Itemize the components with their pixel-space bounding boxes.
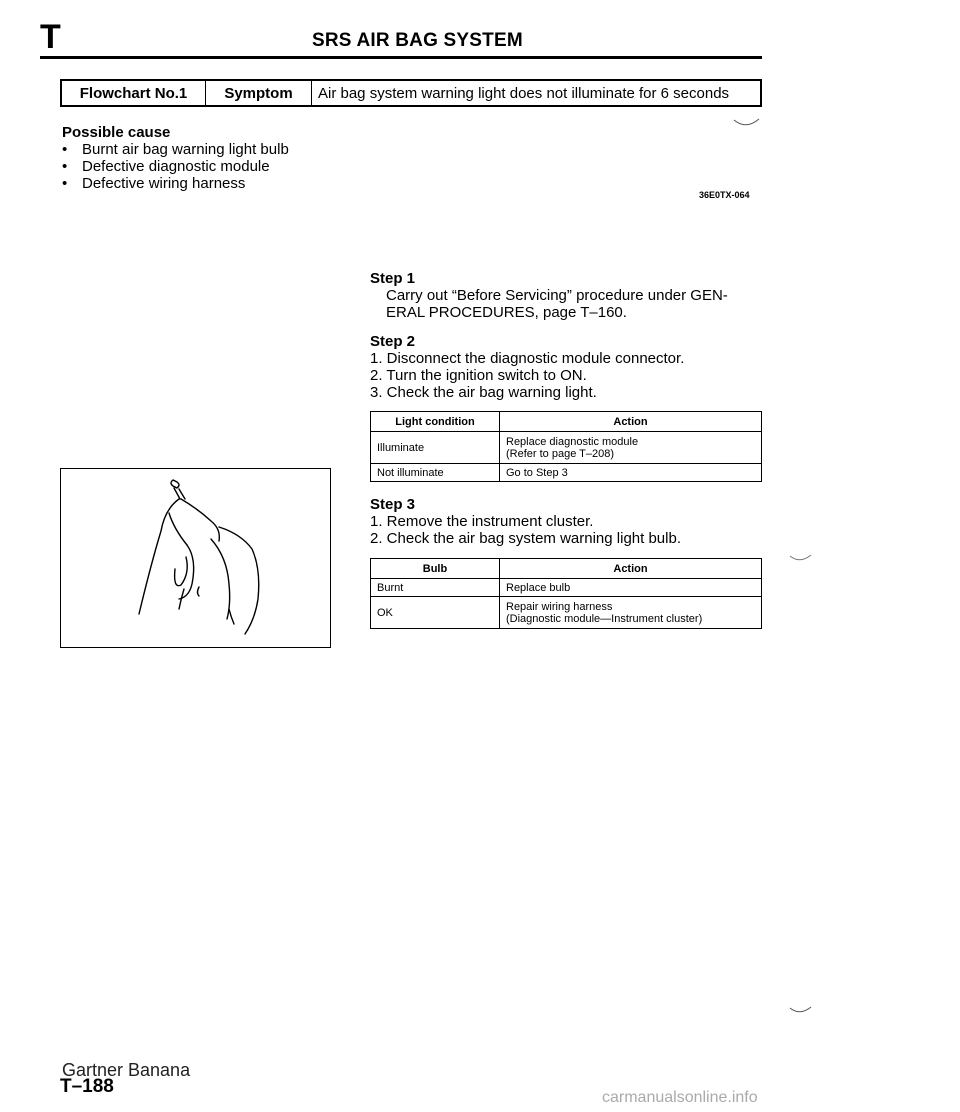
table-cell-line: (Refer to page T–208) [506, 447, 615, 460]
site-watermark: carmanualsonline.info [602, 1089, 758, 1106]
header-rule [40, 56, 762, 59]
table-cell-line: Repair wiring harness [506, 600, 613, 613]
table-row [371, 432, 762, 464]
symptom-text: Air bag system warning light does not illuminate for 6 seconds [318, 84, 730, 102]
table-cell: Replace bulb [500, 579, 762, 597]
margin-mark [788, 552, 814, 566]
table-cell: Burnt [371, 579, 500, 597]
step-3-item: 1. Remove the instrument cluster. [370, 513, 594, 530]
page-number: T–188 [60, 1076, 114, 1097]
margin-mark [788, 1004, 814, 1018]
table-cell [500, 432, 762, 464]
step-2-item: 1. Disconnect the diagnostic module connector. [370, 350, 685, 367]
step-2-item: 2. Turn the ignition switch to ON. [370, 367, 587, 384]
list-item: • Burnt air bag warning light bulb [62, 141, 289, 158]
flowchart-number: Flowchart No.1 [62, 81, 206, 105]
step-1-line-1: Carry out “Before Servicing” procedure under GEN- [386, 287, 728, 304]
step-2-title: Step 2 [370, 333, 416, 350]
bulb-table [370, 558, 762, 629]
table-row [371, 579, 762, 597]
figure-illustration [60, 468, 331, 648]
margin-mark [732, 116, 762, 130]
table-cell-line: Replace diagnostic module [506, 435, 639, 448]
table-cell: Illuminate [371, 432, 500, 464]
table-header: Action [500, 412, 762, 432]
table-cell: OK [371, 597, 500, 629]
step-3-item: 2. Check the air bag system warning light bulb. [370, 530, 681, 547]
watermark: Gartner Banana [62, 1060, 191, 1080]
light-condition-table [370, 411, 762, 482]
table-cell: Not illuminate [371, 464, 500, 482]
step-1-title: Step 1 [370, 270, 416, 287]
table-row [371, 464, 762, 482]
table-header: Action [500, 559, 762, 579]
table-cell-line: (Diagnostic module—Instrument cluster) [506, 612, 703, 625]
table-row [371, 597, 762, 629]
table-header-row [371, 559, 762, 579]
table-header-row [371, 412, 762, 432]
possible-cause-list [62, 141, 289, 192]
page-title: SRS AIR BAG SYSTEM [312, 30, 523, 51]
possible-cause-title: Possible cause [62, 124, 171, 141]
symptom-label: Symptom [206, 81, 312, 105]
list-item: • Defective diagnostic module [62, 158, 289, 175]
table-header: Bulb [371, 559, 500, 579]
table-header: Light condition [371, 412, 500, 432]
table-cell: Go to Step 3 [500, 464, 762, 482]
list-item: • Defective wiring harness [62, 175, 289, 192]
hand-bulb-illustration [61, 469, 329, 646]
figure-code: 36E0TX-064 [699, 190, 750, 200]
step-3-title: Step 3 [370, 496, 416, 513]
step-2-item: 3. Check the air bag warning light. [370, 384, 597, 401]
step-1-line-2: ERAL PROCEDURES, page T–160. [386, 304, 627, 321]
table-cell [500, 597, 762, 629]
section-letter: T [40, 18, 61, 56]
flowchart-header [60, 79, 762, 107]
